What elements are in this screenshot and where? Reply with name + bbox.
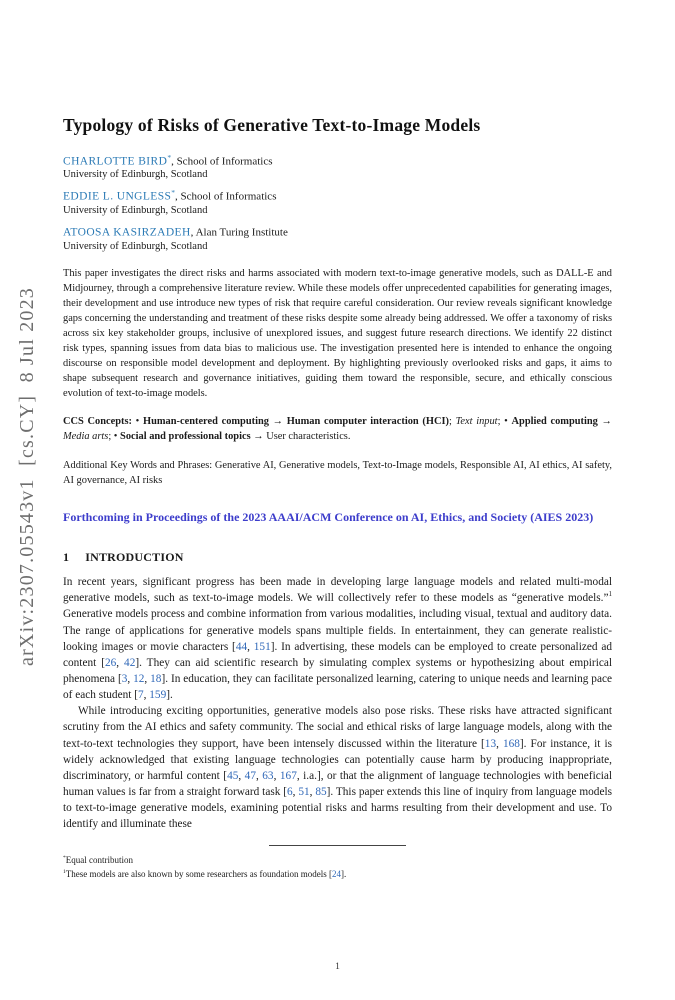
citation-link[interactable]: 26 <box>104 656 117 669</box>
citation-link[interactable]: 167 <box>279 769 297 782</box>
author-affiliation: University of Edinburgh, Scotland <box>63 240 208 252</box>
citation-link[interactable]: 168 <box>502 737 520 750</box>
text-segment: , <box>496 737 503 750</box>
page-number: 1 <box>335 962 340 972</box>
text-segment: ]. <box>340 868 347 879</box>
abstract-text: This paper investigates the direct risks and harms associated with modern text-to-image generative models, such as DALL-E and Midjourney, through a comprehensive literature review. While these models offer unprecedented capabilities for generating images, their development and use introduce new types of risk that require careful consideration. Our review reveals significant knowledge gaps concerning the understanding and treatment of these risks despite some already being addressed. We offer a taxonomy of risks across six key stakeholder groups, inclusive of unexplored issues, and suggest future research directions. We identify 22 distinct risk types, spanning issues from data bias to malicious use. The investigation presented here is intended to enhance the ongoing discourse on responsible model development and deployment. By highlighting previously overlooked risks and gaps, it aims to shape subsequent research and governance initiatives, guiding them toward the responsible, secure, and ethically conscious evolution of text-to-image models. <box>63 267 612 400</box>
author-affiliation: University of Edinburgh, Scotland <box>63 205 208 217</box>
text-segment: , <box>143 689 150 702</box>
text-segment: → User characteristics. <box>250 431 351 443</box>
text-segment: While introducing exciting opportunities, generative models also pose risks. These risks have attracted significant scrutiny from the AI ethics and safety community. The social and ethical risks of large language models, along with the text-to-text technologies they support, have been intensely discussed within the literature [ <box>63 705 612 750</box>
footnote-foundation-models <box>63 868 612 882</box>
text-segment: Text input <box>455 416 498 428</box>
footnote-equal-contribution <box>63 854 612 868</box>
citation-link[interactable]: 7 <box>137 689 144 702</box>
citation-link[interactable]: 51 <box>298 785 310 798</box>
citation-link[interactable]: 12 <box>133 672 145 685</box>
text-segment: → <box>268 416 287 428</box>
author-entry <box>63 153 612 181</box>
text-segment: → <box>597 416 612 428</box>
author-block <box>63 153 612 252</box>
text-segment: , <box>247 640 254 653</box>
author-affiliation: University of Edinburgh, Scotland <box>63 169 208 181</box>
author-entry <box>63 224 612 252</box>
text-segment: , <box>127 672 134 685</box>
text-segment: , <box>144 672 151 685</box>
footnotes <box>63 854 612 881</box>
text-segment: ]. They can aid scientific research by simulating complex systems or hypothesizing about empirical phenomena [ <box>63 656 612 685</box>
text-segment: 1 <box>63 868 66 875</box>
forthcoming-notice: Forthcoming in Proceedings of the 2023 AAAI/ACM Conference on AI, Ethics, and Society (AIES 2023) <box>63 509 594 524</box>
section-number: 1 <box>63 550 70 565</box>
text-segment: , <box>116 656 125 669</box>
text-segment: , <box>292 785 299 798</box>
text-segment: Equal contribution <box>65 855 134 866</box>
text-segment: Human-centered computing <box>143 416 269 428</box>
citation-link[interactable]: 42 <box>124 656 136 669</box>
text-segment: In recent years, significant progress has been made in developing large language models and related multi-modal generative models, such as text-to-image models. We will collectively refer to these models as “generative models.” <box>63 576 612 605</box>
text-segment: ]. For instance, it is widely acknowledged that existing language technologies can potentially cause harm by producing inappropriate, discriminatory, or harmful content [ <box>63 737 612 782</box>
text-segment: * <box>63 855 66 862</box>
text-segment: These models are also known by some researchers as foundation models [ <box>65 868 332 879</box>
citation-link[interactable]: 24 <box>331 868 341 879</box>
text-segment: CCS Concepts: <box>63 416 136 428</box>
text-segment: Human computer interaction (HCI) <box>286 416 449 428</box>
author-name: EDDIE L. UNGLESS <box>63 191 172 204</box>
keywords-text: Additional Key Words and Phrases: Generative AI, Generative models, Text-to-Image models, Responsible AI, AI ethics, AI safety, AI governance, AI risks <box>63 459 612 486</box>
text-segment: , <box>255 769 263 782</box>
text-segment: Social and professional topics <box>120 431 251 443</box>
text-segment: 1 <box>608 590 612 599</box>
author-affiliation-inline: , Alan Turing Institute <box>190 226 288 239</box>
footnote-separator <box>269 845 406 846</box>
text-segment: ; • <box>497 416 512 428</box>
text-segment: Media arts <box>63 431 109 443</box>
text-segment: ]. <box>166 689 173 702</box>
text-segment: , <box>309 785 316 798</box>
text-segment: , i.a.], or that the alignment of language technologies with beneficial human values is far from a straight forward task [ <box>63 769 613 798</box>
text-segment: ]. This paper extends this line of inquiry from language models to text-to-image generative models, examining potential risks and harms resulting from their development and use. To identify and illuminate these <box>63 785 612 831</box>
author-affiliation-inline: , School of Informatics <box>175 191 277 204</box>
citation-link[interactable]: 6 <box>287 785 293 798</box>
intro-paragraph-2 <box>63 703 612 832</box>
citation-link[interactable]: 44 <box>235 640 248 653</box>
text-segment: Applied computing <box>511 416 598 428</box>
text-segment: • <box>135 416 144 428</box>
intro-paragraph-1 <box>63 574 612 703</box>
citation-link[interactable]: 47 <box>244 769 256 782</box>
author-note-marker: * <box>171 188 176 198</box>
citation-link[interactable]: 151 <box>253 640 271 653</box>
section-title: INTRODUCTION <box>85 550 184 565</box>
text-segment: ; <box>448 416 456 428</box>
text-segment: ]. In education, they can facilitate personalized learning, catering to unique needs and learning pace of each student [ <box>63 672 612 702</box>
author-note-marker: * <box>167 152 172 162</box>
citation-link[interactable]: 18 <box>150 672 162 685</box>
author-name: ATOOSA KASIRZADEH <box>63 226 191 239</box>
section-heading-introduction <box>63 550 612 565</box>
citation-link[interactable]: 159 <box>149 689 167 702</box>
arxiv-stamp: arXiv:2307.05543v1 [cs.CY] 8 Jul 2023 <box>16 287 38 666</box>
text-segment: ; • <box>108 431 121 443</box>
text-segment: ]. In advertising, these models can be employed to create personalized ad content [ <box>63 640 612 669</box>
text-segment: , <box>238 769 245 782</box>
text-segment: Generative models process and combine information from various modalities, including visual, textual and auditory data. The range of applications for generative models spans multiple fields. In entertainment, they can generate realistic-looking images or movie characters [ <box>63 608 612 653</box>
citation-link[interactable]: 13 <box>484 737 497 750</box>
author-affiliation-inline: , School of Informatics <box>171 155 273 168</box>
citation-link[interactable]: 3 <box>121 672 128 685</box>
paper-page <box>63 103 612 881</box>
text-segment: , <box>273 769 280 782</box>
citation-link[interactable]: 45 <box>227 769 239 782</box>
author-entry <box>63 188 612 216</box>
citation-link[interactable]: 85 <box>315 785 327 798</box>
author-name: CHARLOTTE BIRD <box>63 155 168 168</box>
ccs-concepts <box>63 414 612 444</box>
citation-link[interactable]: 63 <box>262 769 274 782</box>
page-title: Typology of Risks of Generative Text-to-Image Models <box>63 114 481 135</box>
